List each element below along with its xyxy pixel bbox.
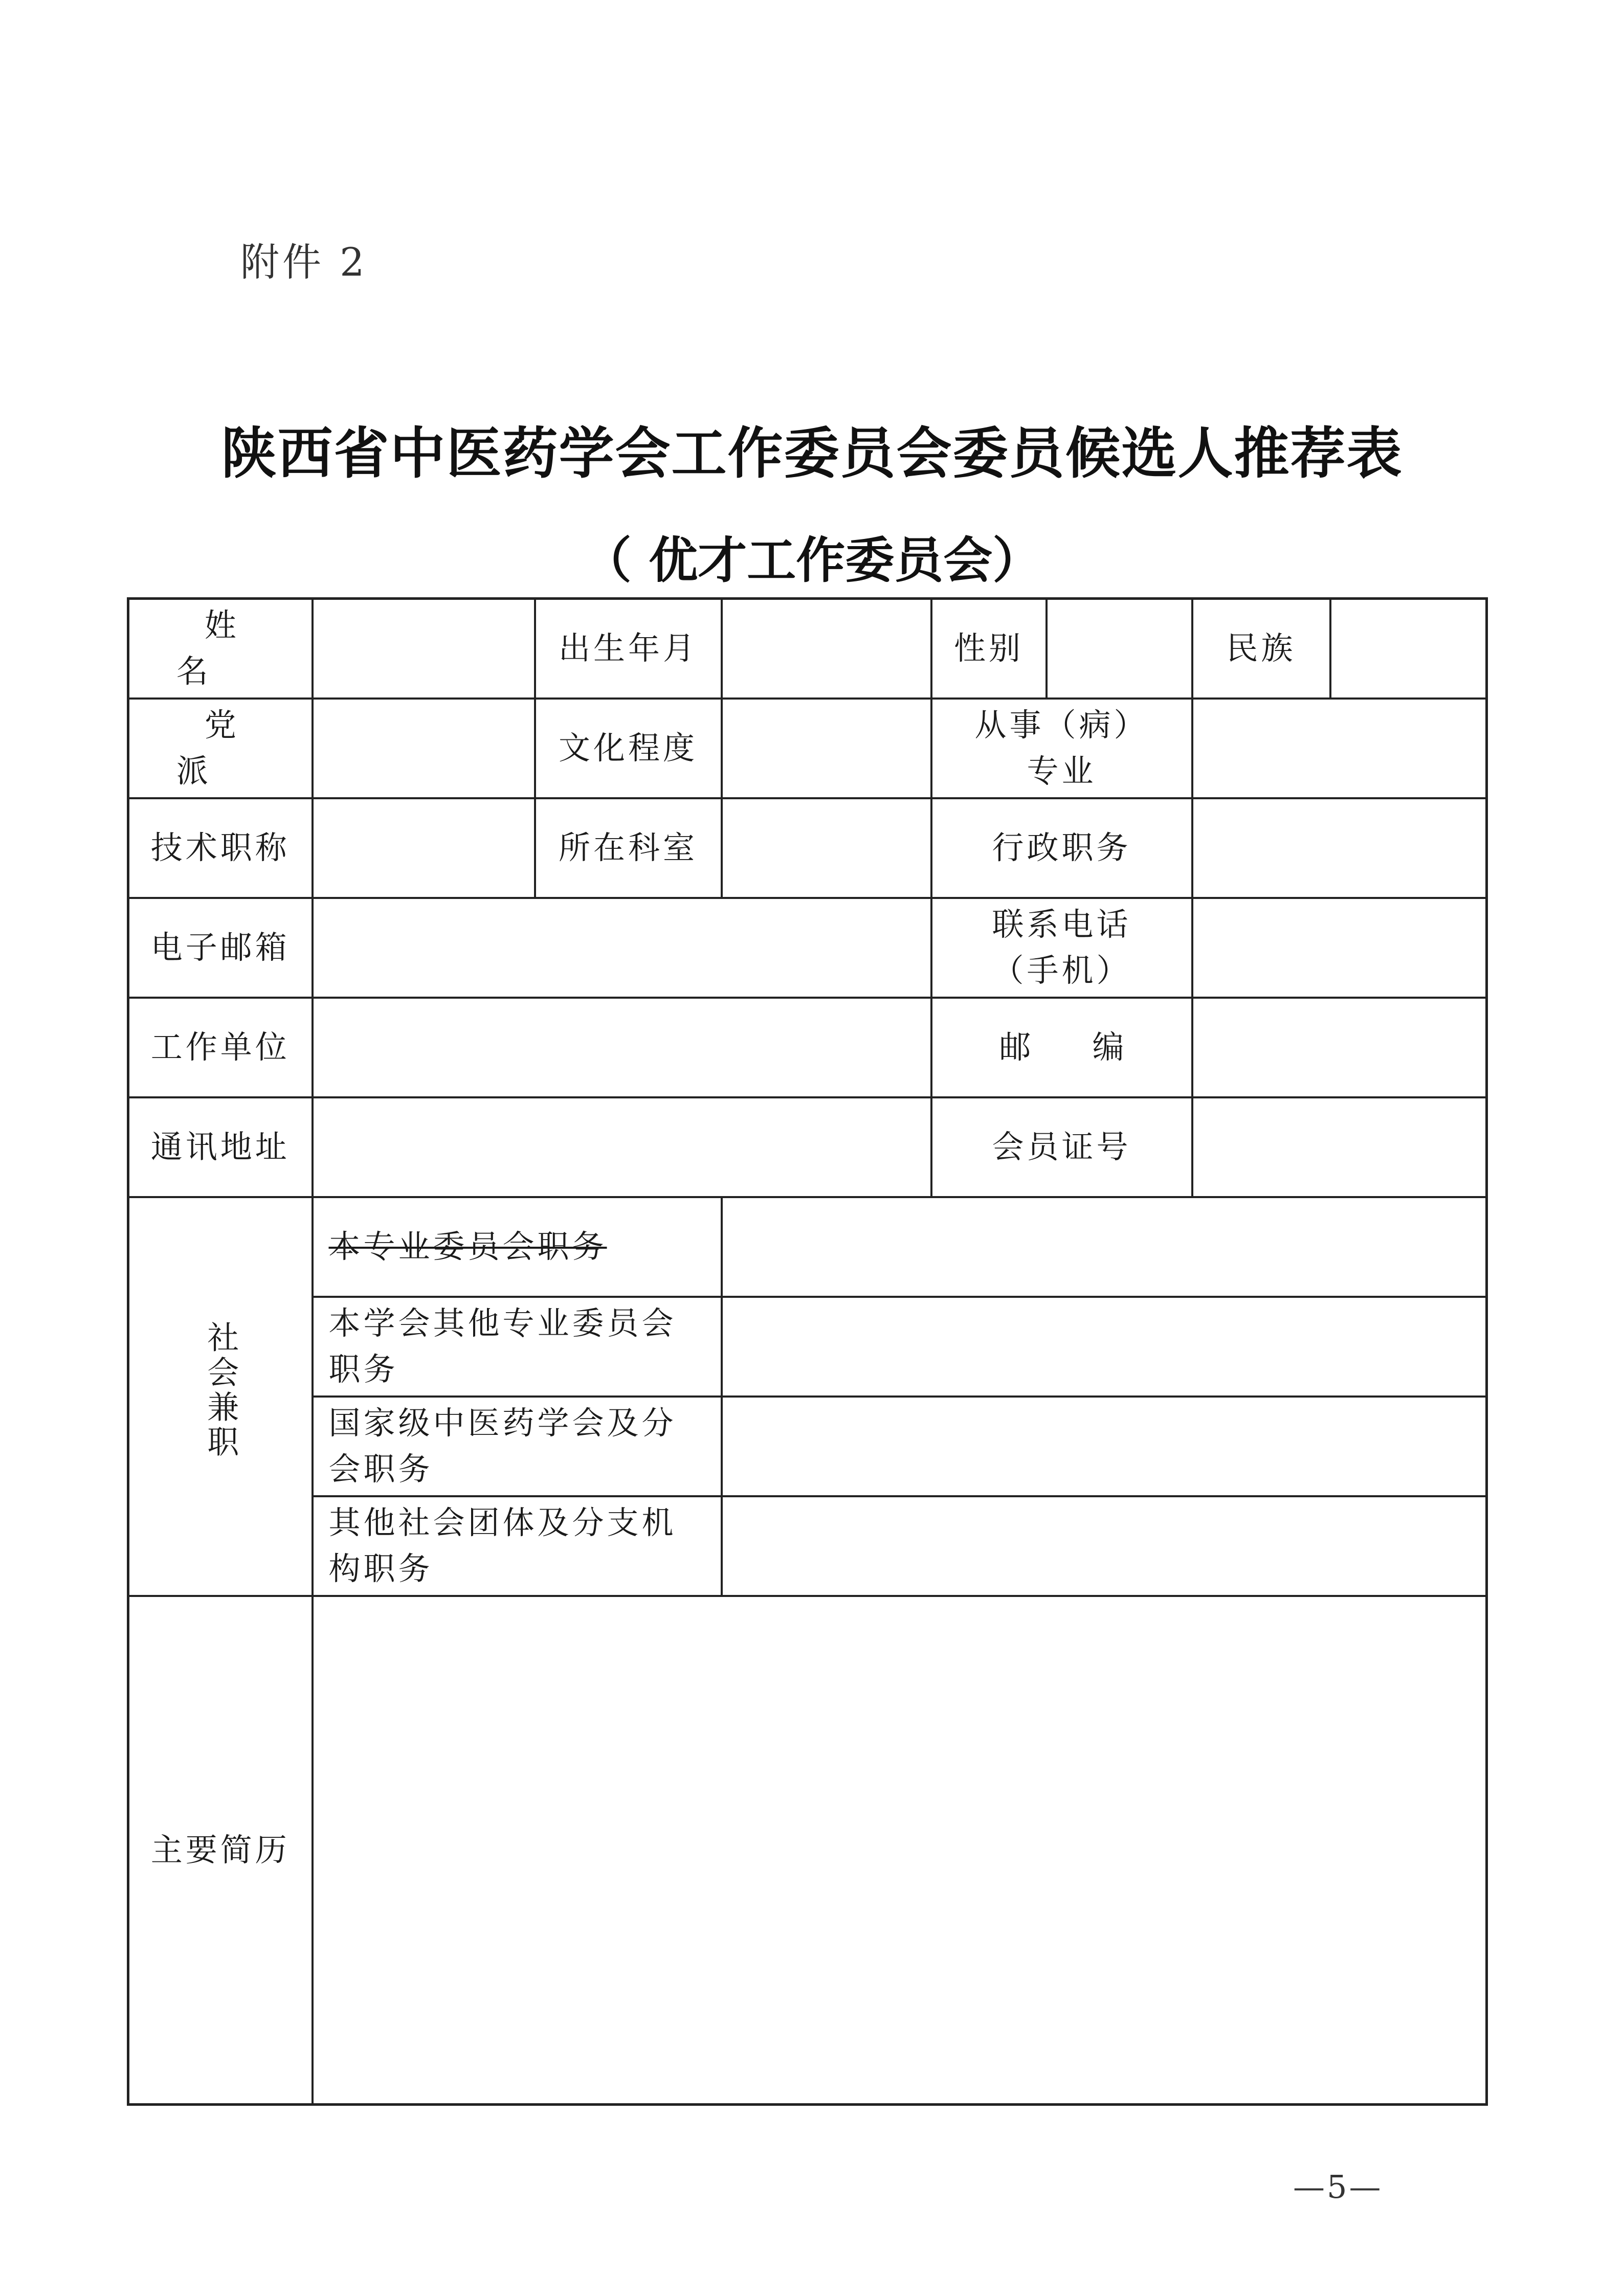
row-address-member	[128, 1097, 1487, 1197]
gender-label: 性别	[931, 599, 1047, 699]
resume-label: 主要简历	[128, 1596, 313, 2105]
row-social-4	[128, 1496, 1487, 1596]
social-item-other-committee: 本学会其他专业委员会职务	[313, 1297, 722, 1397]
address-field[interactable]	[313, 1097, 931, 1197]
party-field[interactable]	[313, 699, 535, 798]
social-item-own-committee: 本专业委员会职务	[313, 1197, 722, 1297]
email-label: 电子邮箱	[128, 898, 313, 998]
specialty-label: 从事（病） 专业	[931, 699, 1192, 798]
attachment-label: 附件 2	[240, 239, 368, 285]
social-item-other-organizations: 其他社会团体及分支机构职务	[313, 1496, 722, 1596]
birth-field[interactable]	[722, 599, 931, 699]
row-email-phone	[128, 898, 1487, 998]
row-social-1	[128, 1197, 1487, 1297]
phone-field[interactable]	[1192, 898, 1487, 998]
recommendation-form-table	[127, 597, 1488, 2106]
education-label: 文化程度	[535, 699, 722, 798]
social-field-national-society[interactable]	[722, 1397, 1487, 1496]
name-field[interactable]	[313, 599, 535, 699]
committee-subtitle: （ 优才工作委员会）	[582, 531, 1042, 589]
phone-label: 联系电话 （手机）	[931, 898, 1192, 998]
row-social-2	[128, 1297, 1487, 1397]
ethnicity-field[interactable]	[1330, 599, 1487, 699]
name-label: 姓名	[128, 599, 313, 699]
row-title-department	[128, 798, 1487, 898]
admin-post-field[interactable]	[1192, 798, 1487, 898]
party-label: 党派	[128, 699, 313, 798]
email-field[interactable]	[313, 898, 931, 998]
postcode-label: 邮编	[931, 998, 1192, 1097]
page-number: —5—	[1293, 2168, 1383, 2205]
address-label: 通讯地址	[128, 1097, 313, 1197]
social-section-label: 社会兼职	[128, 1197, 313, 1596]
title-field[interactable]	[313, 798, 535, 898]
member-no-field[interactable]	[1192, 1097, 1487, 1197]
social-item-national-society: 国家级中医药学会及分会职务	[313, 1397, 722, 1496]
specialty-field[interactable]	[1192, 699, 1487, 798]
row-resume	[128, 1596, 1487, 2105]
birth-label: 出生年月	[535, 599, 722, 699]
member-no-label: 会员证号	[931, 1097, 1192, 1197]
education-field[interactable]	[722, 699, 931, 798]
workplace-field[interactable]	[313, 998, 931, 1097]
postcode-field[interactable]	[1192, 998, 1487, 1097]
workplace-label: 工作单位	[128, 998, 313, 1097]
admin-post-label: 行政职务	[931, 798, 1192, 898]
social-field-other-committee[interactable]	[722, 1297, 1487, 1397]
row-workplace-postcode	[128, 998, 1487, 1097]
row-social-3	[128, 1397, 1487, 1496]
gender-field[interactable]	[1047, 599, 1192, 699]
social-field-other-organizations[interactable]	[722, 1496, 1487, 1596]
row-basic-info	[128, 599, 1487, 699]
social-field-own-committee[interactable]	[722, 1197, 1487, 1297]
department-label: 所在科室	[535, 798, 722, 898]
resume-field[interactable]	[313, 1596, 1487, 2105]
department-field[interactable]	[722, 798, 931, 898]
ethnicity-label: 民族	[1192, 599, 1330, 699]
page-title: 陕西省中医药学会工作委员会委员候选人推荐表	[221, 421, 1403, 486]
row-party-education	[128, 699, 1487, 798]
title-label: 技术职称	[128, 798, 313, 898]
